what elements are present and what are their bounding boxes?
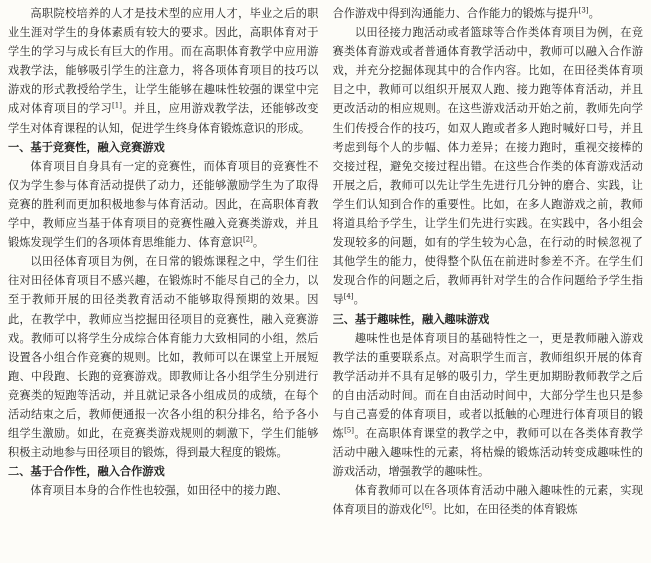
paragraph-text: 合作游戏中得到沟通能力、合作能力的锻炼与提升 xyxy=(332,7,579,20)
paragraph-text: 。比如，在田径类的体育锻炼 xyxy=(431,503,578,517)
citation-ref: [1] xyxy=(112,101,122,110)
paragraph: 以田径体育项目为例，在日常的锻炼课程之中，学生们往往对田径体育项目不感兴趣，在锻炼时不能尽自己的全力，以至于教师开展的田径类教育活动不能够取得预期的效果。因此，在教学中，教师应当挖掘田径项目的竞赛性，融入竞赛游戏。教师可以将学生分成综合体育能力大致相同的小组，然后设置各小组合作竞赛的规则。比如，教师可以在课堂上开展短跑、中段跑、长跑的竞赛游戏。即教师让各小组学生分别进行竞赛类的短跑等活动，并且就记录各小组成员的成绩，在每个活动结束之后，教师便通报一次各小组的积分排名，给予各小组学生激励。如此，在竞赛类游戏规则的刺激下，学生们能够积极主动地参与田径项目的锻炼，得到最大程度的锻炼。 xyxy=(8,255,319,460)
paragraph-text: 。并且，应用游戏教学法，还能够改变学生对体育课程的认知，促进学生终身体育锻炼意识的形成。 xyxy=(8,102,319,135)
paragraph xyxy=(8,4,319,138)
section-heading: 一、基于竞赛性，融入竞赛游戏 xyxy=(8,140,165,154)
paragraph xyxy=(333,23,644,309)
paragraph-text: 趣味性也是体育项目的基础特性之一，更是教师融入游戏教学法的重要联系点。对高职学生而言，教师组织开展的体育教学活动并不具有足够的吸引力，学生更加期盼教师教学之后的自由活动时间。而在自由活动时间中，大部分学生也只是参与自己喜爱的体育项目，或者以抵触的心理进行体育项目的锻炼 xyxy=(332,331,643,441)
paragraph xyxy=(8,157,319,252)
paragraph-text: 以田径接力跑活动或者篮球等合作类体育项目为例，在竞赛类体育游戏或者普通体育教学活动中，教师可以融入合作游戏，并充分挖掘体现其中的合作内容。比如，在田径类体育项目之中，教师可以组织开展双人跑、接力跑等体育活动，并且更改活动的相应规则。在这些游戏活动开始之前，教师先向学生们传授合作的技巧，如双人跑或者多人跑时喊好口号，并且考虑到每个人的步幅、体力差异；在接力跑时，重视交接棒的交接过程，避免交接过程出错。在这些合作类的体育游戏活动开展之后，教师可以先让学生先进行几分钟的磨合、实践，让学生们认知到合作的重要性。比如，在多人跑游戏之前，教师将道具给予学生，让学生们先进行实践。在实践中，各小组会发现较多的问题，如有的学生较为心急，在行动的时候忽视了其他学生的能力，使得整个队伍在前进时参差不齐。在学生们发现合作的问题之后，教师再针对学生的合作问题给予学生指导 xyxy=(332,26,643,307)
paragraph-text: 。 xyxy=(353,293,365,307)
paragraph xyxy=(333,329,644,482)
left-column xyxy=(8,4,319,563)
citation-ref: [3] xyxy=(578,6,589,15)
paragraph-text: 高职院校培养的人才是技术型的应用人才，毕业之后的职业生涯对学生的身体素质有较大的要求。因此，高职体育对于学生的学习与成长有巨大的作用。而在高职体育教学中应用游戏教学法，能够吸引学生的注意力，将各项体育项目的技巧以游戏的形式教授给学生，让学生能够在趣味性较强的课堂中完成对体育项目的学习 xyxy=(8,7,319,116)
paragraph-text: 。 xyxy=(252,236,265,250)
right-column xyxy=(333,4,644,563)
paragraph xyxy=(333,4,644,23)
paragraph-text: 。 xyxy=(588,7,600,20)
citation-ref: [4] xyxy=(343,292,354,301)
paragraph-text: 体育项目自身具有一定的竞赛性，而体育项目的竞赛性不仅为学生参与体育活动提供了动力，还能够激励学生为了取得竞赛的胜利而更加积极地参与体育活动。因此，在高职体育教学中，教师应当基于体育项目的竞赛性融入竞赛类游戏，并且锻炼发现学生们的各项体育思维能力、体育意识 xyxy=(8,159,319,250)
section-heading: 三、基于趣味性，融入趣味游戏 xyxy=(332,312,490,326)
paragraph: 体育项目本身的合作性也较强，如田径中的接力跑、 xyxy=(30,484,288,498)
citation-ref: [5] xyxy=(344,426,354,435)
section-heading: 二、基于合作性，融入合作游戏 xyxy=(8,465,165,479)
citation-ref: [2] xyxy=(242,235,253,244)
paragraph-text: 。在高职体育课堂的教学之中，教师可以在各类体育教学活动中融入趣味性的元素，将枯燥的锻炼活动转变成趣味性的游戏活动，增强教学的趣味性。 xyxy=(332,427,643,479)
paragraph xyxy=(333,481,644,519)
citation-ref: [6] xyxy=(422,502,432,511)
paragraph-text: 体育教师可以在各项体育活动中融入趣味性的元素，实现体育项目的游戏化 xyxy=(332,484,643,517)
